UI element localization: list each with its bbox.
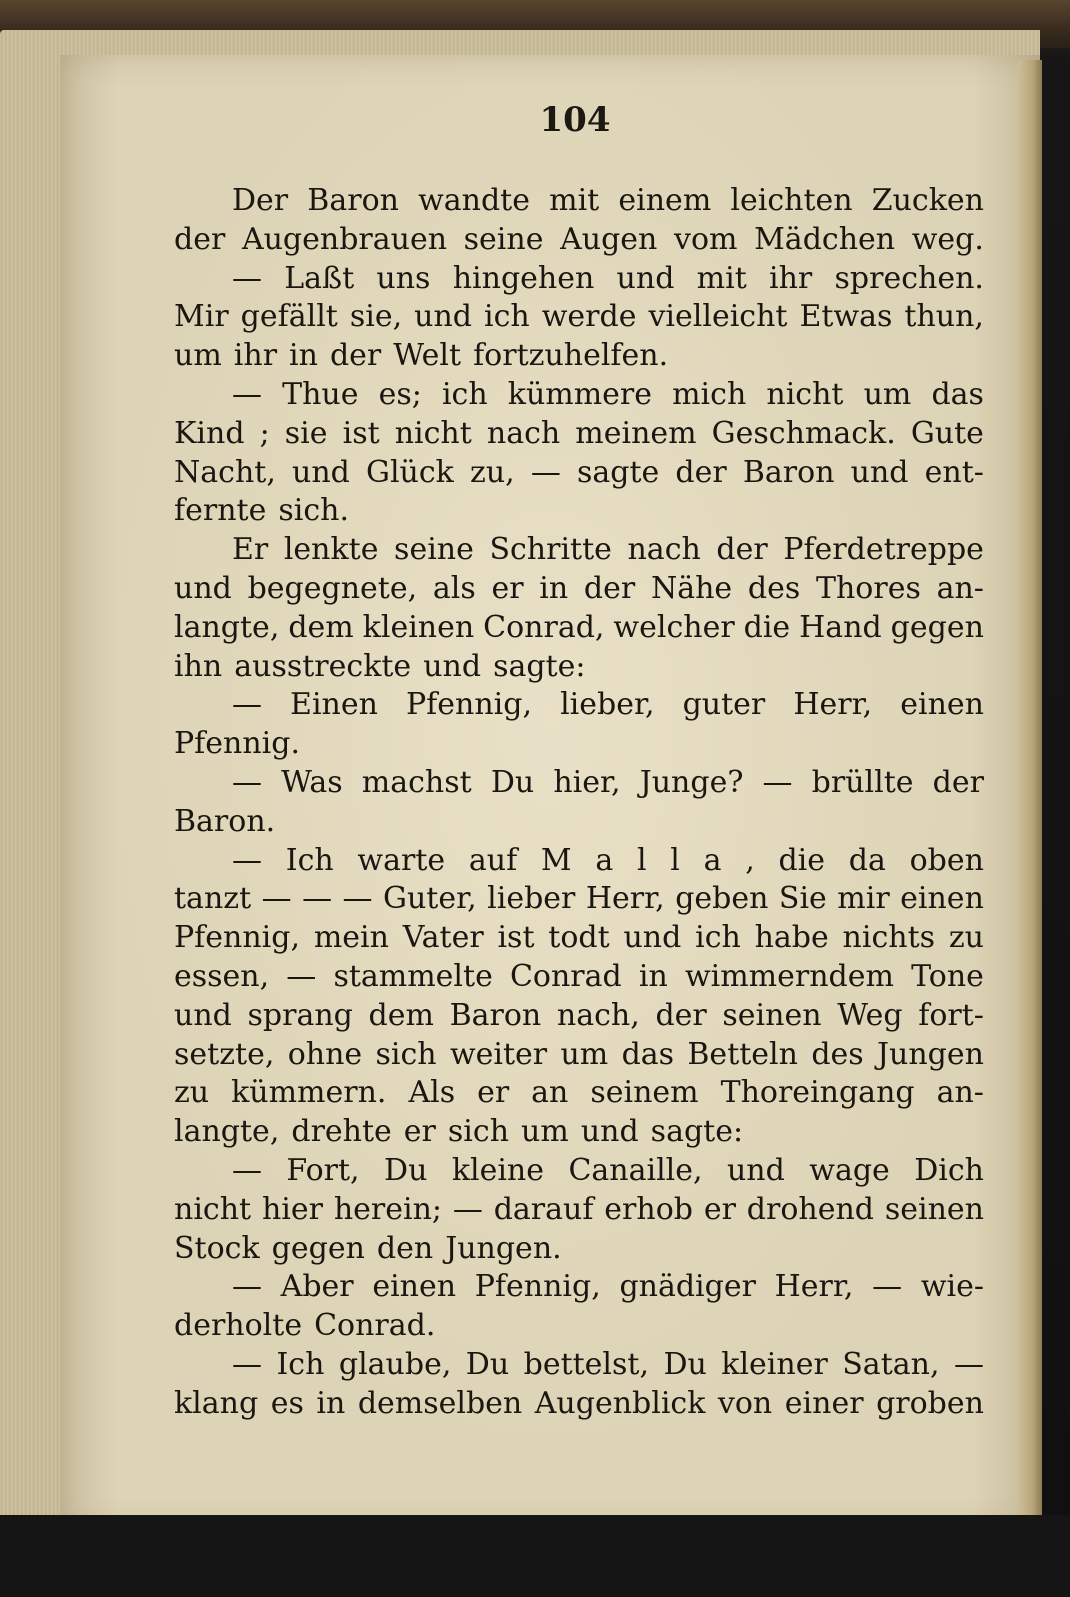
text-line: langte, drehte er sich um und sagte: — [174, 1114, 744, 1150]
text-line: Kind ; sie ist nicht nach meinem Geschmack. Gute — [174, 415, 984, 451]
text-line: Stock gegen den Jungen. — [174, 1230, 562, 1266]
text-line: fernte sich. — [174, 493, 349, 529]
page-gutter-edge — [1018, 60, 1042, 1520]
text-line: und begegnete, als er in der Nähe des Thores an- — [174, 570, 984, 606]
text-line: — Fort, Du kleine Canaille, und wage Dich — [232, 1152, 984, 1188]
text-line: setzte, ohne sich weiter um das Betteln des Jungen — [174, 1036, 984, 1072]
text-line: nicht hier herein; — darauf erhob er drohend seinen — [174, 1191, 984, 1227]
text-line: Pfennig, mein Vater ist todt und ich habe nichts zu — [174, 920, 984, 956]
text-line: Er lenkte seine Schritte nach der Pferdetreppe — [232, 532, 984, 568]
text-line: der Augenbrauen seine Augen vom Mädchen weg. — [174, 221, 984, 257]
text-line: — Einen Pfennig, lieber, guter Herr, einen — [232, 687, 984, 723]
text-line: Nacht, und Glück zu, — sagte der Baron und ent- — [174, 454, 984, 490]
text-line: — Ich warte auf M a l l a , die da oben — [232, 842, 984, 878]
text-line: essen, — stammelte Conrad in wimmerndem Tone — [174, 958, 984, 994]
text-line: Mir gefällt sie, und ich werde vielleicht Etwas thun, — [174, 299, 984, 335]
body-text — [174, 182, 984, 1424]
text-line: derholte Conrad. — [174, 1308, 436, 1344]
background-bottom — [0, 1515, 1070, 1597]
text-line: und sprang dem Baron nach, der seinen Weg fort- — [174, 997, 984, 1033]
text-line: — Thue es; ich kümmere mich nicht um das — [232, 376, 984, 412]
text-line: klang es in demselben Augenblick von einer groben — [174, 1385, 984, 1421]
text-line: tanzt — — — Guter, lieber Herr, geben Sie mir einen — [174, 881, 984, 917]
text-line: ihn ausstreckte und sagte: — [174, 648, 586, 684]
text-line: langte, dem kleinen Conrad, welcher die Hand gegen — [174, 609, 984, 645]
text-line: Pfennig. — [174, 726, 301, 762]
page-number: 104 — [539, 100, 611, 140]
text-line: — Ich glaube, Du bettelst, Du kleiner Satan, — — [232, 1346, 984, 1382]
text-line: um ihr in der Welt fortzuhelfen. — [174, 338, 669, 374]
text-line: Der Baron wandte mit einem leichten Zucken — [232, 183, 984, 218]
text-line: — Laßt uns hingehen und mit ihr sprechen. — [232, 260, 984, 296]
text-line: — Was machst Du hier, Junge? — brüllte der — [232, 764, 984, 800]
text-line: Baron. — [174, 803, 276, 839]
text-line: — Aber einen Pfennig, gnädiger Herr, — wie- — [232, 1269, 984, 1305]
text-line: zu kümmern. Als er an seinem Thoreingang an- — [174, 1075, 984, 1111]
